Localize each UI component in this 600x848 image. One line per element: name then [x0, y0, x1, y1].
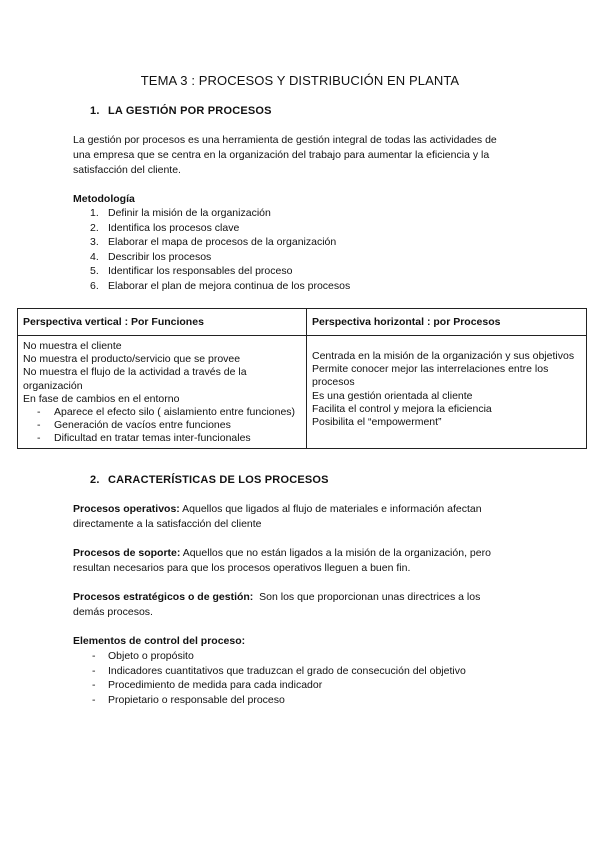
list-item: 6. Elaborar el plan de mejora continua de los procesos: [90, 279, 351, 292]
list-item: 3. Elaborar el mapa de procesos de la organización: [90, 236, 337, 249]
term-label: Procesos estratégicos o de gestión:: [73, 591, 254, 603]
intro-line: satisfacción del cliente.: [73, 164, 181, 176]
term-text: Son los que proporcionan unas directrices a los: [253, 591, 481, 603]
cell-line: No muestra el cliente: [23, 340, 122, 352]
intro-paragraph: [73, 133, 528, 178]
intro-line: La gestión por procesos es una herramienta de gestión integral de todas las actividades de: [73, 134, 497, 146]
list-item: - Propietario o responsable del proceso: [92, 693, 285, 706]
section-2-number: 2.: [90, 474, 100, 486]
list-item: 5. Identificar los responsables del proceso: [90, 265, 293, 278]
procesos-operativos: [73, 502, 528, 532]
elementos-list: [90, 649, 466, 707]
cell-line: No muestra el producto/servicio que se provee: [23, 353, 241, 366]
vertical-cell: [18, 336, 307, 449]
section-2-heading: [90, 474, 329, 486]
term-text: Aquellos que no están ligados a la misión de la organización, pero: [180, 547, 491, 559]
section-1-number: 1.: [90, 105, 100, 117]
procesos-soporte: [73, 546, 528, 576]
section-1-title: LA GESTIÓN POR PROCESOS: [108, 105, 272, 117]
section-2-title: CARACTERÍSTICAS DE LOS PROCESOS: [108, 474, 329, 486]
list-item: - Aparece el efecto silo ( aislamiento entre funciones): [37, 406, 296, 419]
header-vertical: Perspectiva vertical : Por Funciones: [18, 309, 307, 336]
cell-line: Es una gestión orientada al cliente: [312, 389, 473, 402]
list-item: - Generación de vacíos entre funciones: [37, 419, 231, 432]
perspectives-table: [17, 308, 587, 449]
list-item: - Dificultad en tratar temas inter-funcionales: [37, 432, 251, 445]
list-item: 2. Identifica los procesos clave: [90, 221, 240, 234]
term-text: Aquellos que ligados al flujo de materiales e información afectan: [179, 503, 482, 515]
list-item: - Procedimiento de medida para cada indicador: [92, 679, 323, 692]
intro-line: una empresa que se centra en la organización del trabajo para aumentar la eficiencia y la: [73, 149, 490, 161]
cell-line: Facilita el control y mejora la eficiencia: [312, 402, 492, 415]
sub-list: [23, 406, 301, 446]
list-item: - Indicadores cuantitativos que traduzcan el grado de consecución del objetivo: [92, 664, 466, 677]
term-text: resultan necesarios para que los procesos operativos lleguen a buen fin.: [73, 562, 411, 574]
horizontal-cell: [307, 336, 587, 449]
cell-line: No muestra el flujo de la actividad a través de la organización: [23, 366, 247, 392]
term-text: directamente a la satisfacción del cliente: [73, 518, 262, 530]
elementos-label: Elementos de control del proceso:: [73, 635, 246, 647]
list-item: - Objeto o propósito: [92, 650, 194, 662]
page-title: TEMA 3 : PROCESOS Y DISTRIBUCIÓN EN PLANTA: [140, 73, 460, 88]
cell-line: Centrada en la misión de la organización y sus objetivos: [312, 350, 575, 362]
list-item: 4. Describir los procesos: [90, 250, 212, 263]
section-1-heading: [90, 105, 272, 117]
list-item: 1. Definir la misión de la organización: [90, 207, 271, 219]
term-label: Procesos operativos:: [73, 503, 180, 515]
header-horizontal: Perspectiva horizontal : por Procesos: [307, 309, 587, 336]
metodologia-steps: [90, 206, 350, 294]
term-label: Procesos de soporte:: [73, 547, 181, 559]
cell-line: En fase de cambios en el entorno: [23, 392, 180, 405]
cell-line: Posibilita el “empowerment”: [312, 416, 442, 429]
term-text: demás procesos.: [73, 606, 153, 618]
metodologia-label: Metodología: [73, 193, 135, 205]
procesos-estrategicos: [73, 590, 528, 620]
table-header-row: [18, 309, 587, 336]
table-row: [18, 336, 587, 449]
cell-line: Permite conocer mejor las interrelaciones entre los procesos: [312, 363, 549, 389]
